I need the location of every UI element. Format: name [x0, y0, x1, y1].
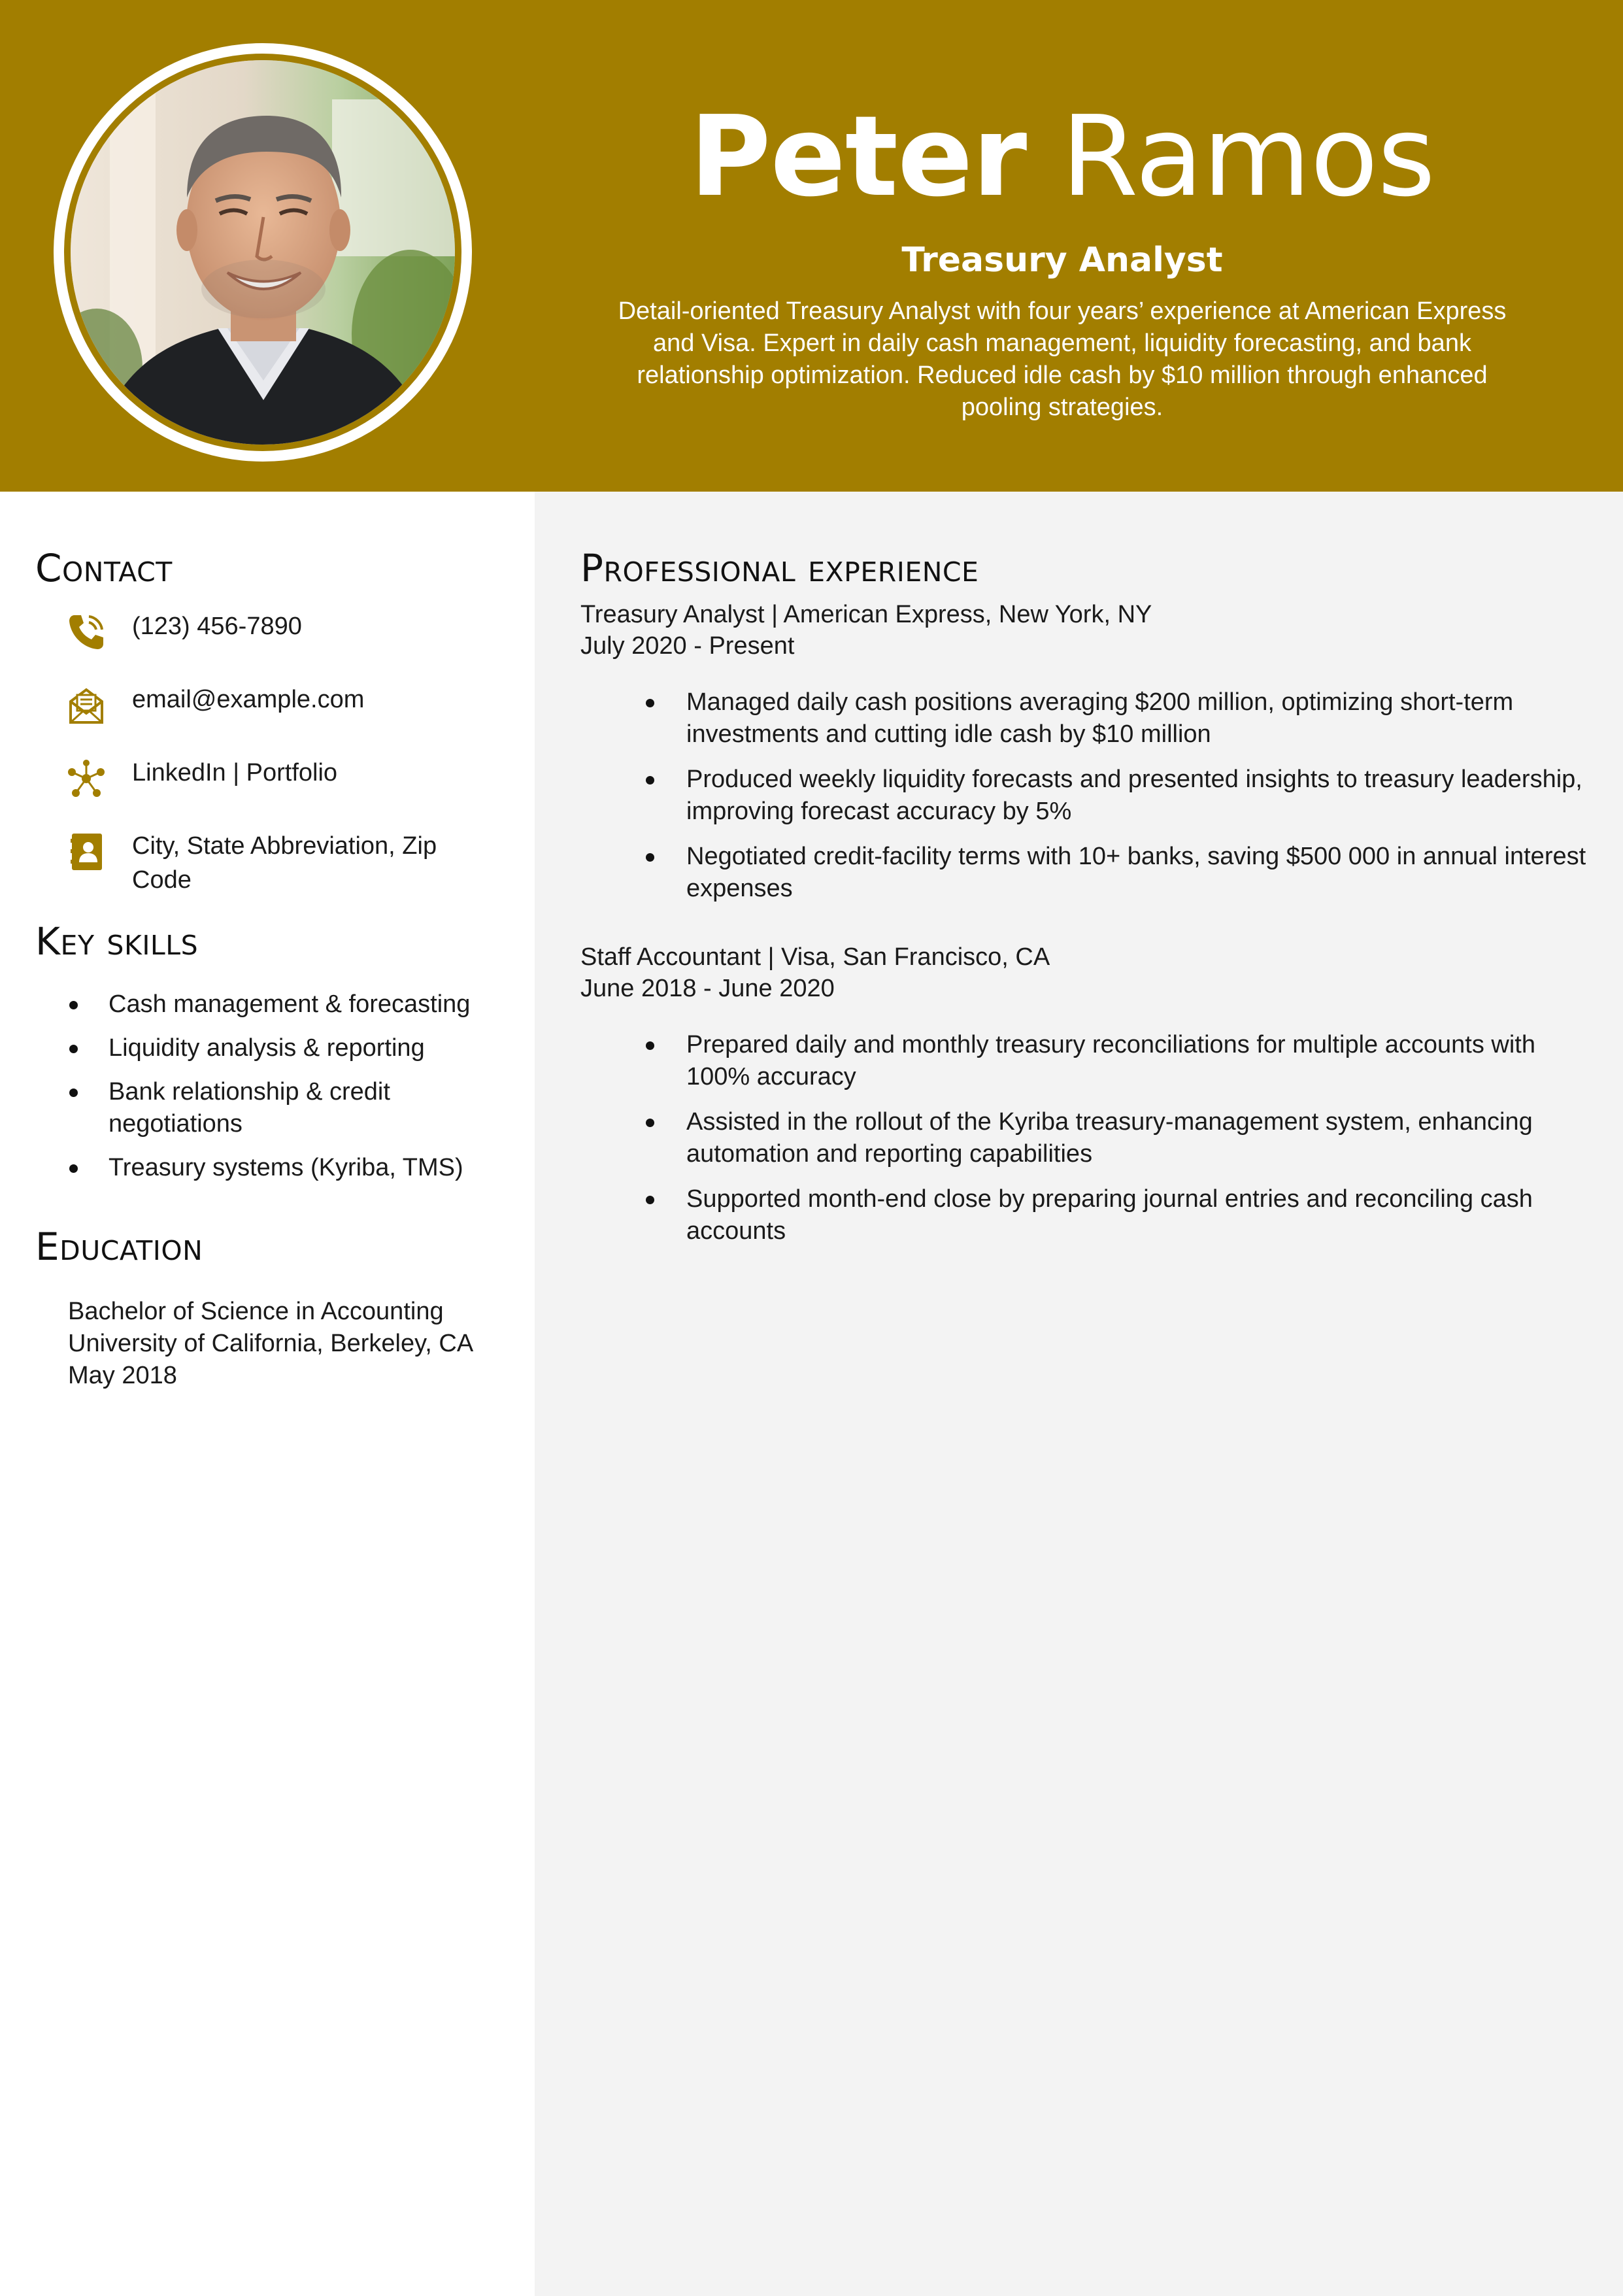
email-icon [65, 683, 115, 728]
education-entry [68, 1296, 526, 1392]
profile-photo-frame [54, 43, 472, 462]
phone-number: (123) 456-7890 [132, 613, 302, 640]
job-bullet: Produced weekly liquidity forecasts and presented insights to treasury leadership, improving forecast accuracy by 5% [580, 764, 1587, 828]
profile-photo [71, 60, 455, 445]
degree: Bachelor of Science in Accounting [68, 1298, 444, 1325]
job-entry-1 [580, 599, 1587, 918]
job-title: Treasury Analyst [901, 241, 1223, 280]
contact-links [65, 756, 523, 802]
profile-summary: Detail-oriented Treasury Analyst with four years’ experience at American Express and Visa. Expert in daily cash management, liquidity forecasting, and bank relationship optimization. Reduced idle cash by $10 million through enhanced pooling strategies. [618, 297, 1507, 421]
contact-phone [65, 609, 523, 655]
graduation-date: May 2018 [68, 1362, 177, 1389]
contact-address [65, 829, 523, 897]
contact-list [65, 609, 523, 924]
email-address: email@example.com [132, 686, 365, 713]
education-heading: Education [35, 1224, 203, 1269]
profile-links: LinkedIn | Portfolio [132, 759, 338, 786]
network-icon [65, 756, 115, 802]
job-heading: Staff Accountant | Visa, San Francisco, CA [580, 943, 1050, 971]
job-bullet: Managed daily cash positions averaging $200 million, optimizing short-term investments and cutting idle cash by $10 million [580, 686, 1587, 751]
job-bullets [580, 1029, 1587, 1247]
skill-item: Treasury systems (Kyriba, TMS) [35, 1152, 506, 1184]
contact-heading: Contact [35, 546, 173, 590]
last-name: Ramos [1061, 92, 1435, 222]
skill-item: Cash management & forecasting [35, 988, 506, 1021]
school: University of California, Berkeley, CA [68, 1330, 474, 1357]
first-name: Peter [689, 92, 1027, 222]
header-text [575, 92, 1549, 424]
job-bullet: Assisted in the rollout of the Kyriba treasury-management system, enhancing automation and reporting capabilities [580, 1106, 1587, 1170]
contact-email [65, 683, 523, 728]
job-bullet: Negotiated credit-facility terms with 10+ banks, saving $500 000 in annual interest expenses [580, 841, 1587, 905]
job-dates: June 2018 - June 2020 [580, 975, 835, 1002]
skill-item: Liquidity analysis & reporting [35, 1032, 506, 1064]
phone-icon [65, 609, 115, 655]
job-entry-2 [580, 941, 1587, 1260]
candidate-name [575, 92, 1549, 222]
job-bullets [580, 686, 1587, 905]
job-dates: July 2020 - Present [580, 632, 795, 660]
skills-list [35, 988, 506, 1196]
header-banner [0, 0, 1623, 492]
sidebar [0, 492, 535, 2296]
job-bullet: Prepared daily and monthly treasury reconciliations for multiple accounts with 100% accuracy [580, 1029, 1587, 1093]
job-heading: Treasury Analyst | American Express, New York, NY [580, 601, 1152, 628]
portrait-image [71, 60, 455, 445]
skills-heading: Key skills [35, 919, 199, 964]
skill-item: Bank relationship & credit negotiations [35, 1076, 401, 1140]
mailing-address: City, State Abbreviation, Zip Code [132, 832, 437, 894]
experience-heading: Professional experience [580, 546, 979, 590]
main-column [535, 492, 1623, 2296]
job-bullet: Supported month-end close by preparing journal entries and reconciling cash accounts [580, 1183, 1587, 1247]
address-icon [65, 829, 115, 875]
